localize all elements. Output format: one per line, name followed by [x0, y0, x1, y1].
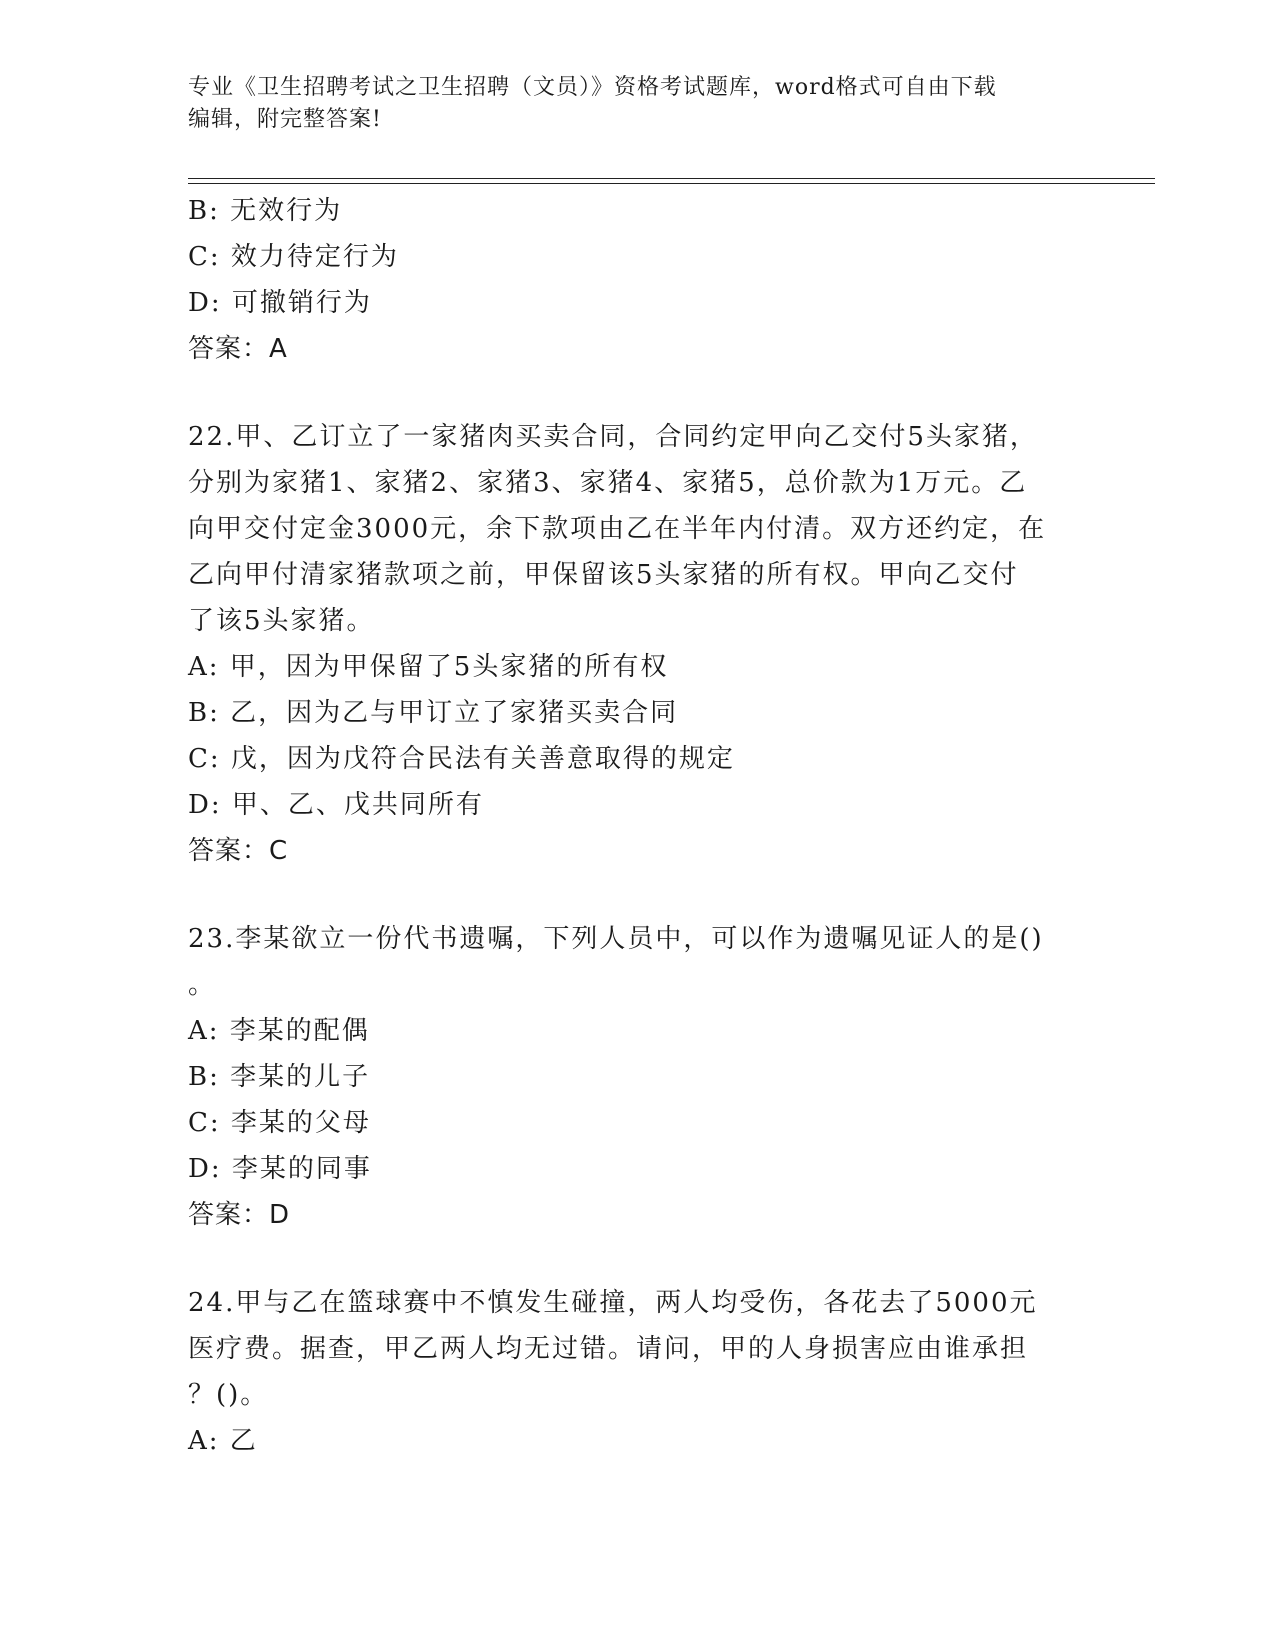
- question-22: [188, 414, 1088, 874]
- stem-line: 乙向甲付清家猪款项之前，甲保留该5头家猪的所有权。甲向乙交付: [188, 560, 1019, 590]
- stem-line: 医疗费。据查，甲乙两人均无过错。请问，甲的人身损害应由谁承担: [188, 1334, 1029, 1364]
- document-body: [188, 188, 1088, 1464]
- question-stem: [188, 916, 1088, 1008]
- option-a: A: 李某的配偶: [188, 1016, 370, 1046]
- stem-line: ？()。: [188, 1380, 269, 1410]
- header-line-2: 编辑，附完整答案!: [188, 107, 382, 132]
- stem-line: 23.李某欲立一份代书遗嘱，下列人员中，可以作为遗嘱见证人的是(): [188, 924, 1044, 954]
- option-b: B: 乙，因为乙与甲订立了家猪买卖合同: [188, 698, 679, 728]
- option-c: C: 李某的父母: [188, 1108, 371, 1138]
- spacer: [188, 372, 1088, 414]
- stem-line: 分别为家猪1、家猪2、家猪3、家猪4、家猪5，总价款为1万元。乙: [188, 468, 1028, 498]
- header-divider-bottom: [188, 183, 1155, 184]
- stem-line: 。: [188, 970, 217, 1000]
- option-a: A: 乙: [188, 1426, 258, 1456]
- document-header: [188, 72, 1088, 136]
- answer-line: 答案：A: [188, 334, 288, 364]
- option-d: D: 可撤销行为: [188, 288, 372, 318]
- question-stem: [188, 1280, 1088, 1418]
- spacer: [188, 1238, 1088, 1280]
- spacer: [188, 874, 1088, 916]
- header-divider-top: [188, 178, 1155, 179]
- stem-line: 了该5头家猪。: [188, 606, 375, 636]
- stem-line: 24.甲与乙在篮球赛中不慎发生碰撞，两人均受伤，各花去了5000元: [188, 1288, 1038, 1318]
- option-a: A: 甲，因为甲保留了5头家猪的所有权: [188, 652, 669, 682]
- option-b: B: 李某的儿子: [188, 1062, 371, 1092]
- option-c: C: 效力待定行为: [188, 242, 399, 272]
- answer-line: 答案：C: [188, 836, 289, 866]
- header-line-1: 专业《卫生招聘考试之卫生招聘（文员）》资格考试题库，word格式可自由下载: [188, 75, 997, 100]
- previous-question-block: [188, 188, 1088, 372]
- answer-line: 答案：D: [188, 1200, 291, 1230]
- option-c: C: 戊，因为戊符合民法有关善意取得的规定: [188, 744, 735, 774]
- option-b: B: 无效行为: [188, 196, 343, 226]
- option-d: D: 李某的同事: [188, 1154, 372, 1184]
- question-23: [188, 916, 1088, 1238]
- option-d: D: 甲、乙、戊共同所有: [188, 790, 484, 820]
- stem-line: 向甲交付定金3000元，余下款项由乙在半年内付清。双方还约定，在: [188, 514, 1047, 544]
- question-stem: [188, 414, 1088, 644]
- question-24: [188, 1280, 1088, 1464]
- stem-line: 22.甲、乙订立了一家猪肉买卖合同，合同约定甲向乙交付5头家猪，: [188, 422, 1038, 452]
